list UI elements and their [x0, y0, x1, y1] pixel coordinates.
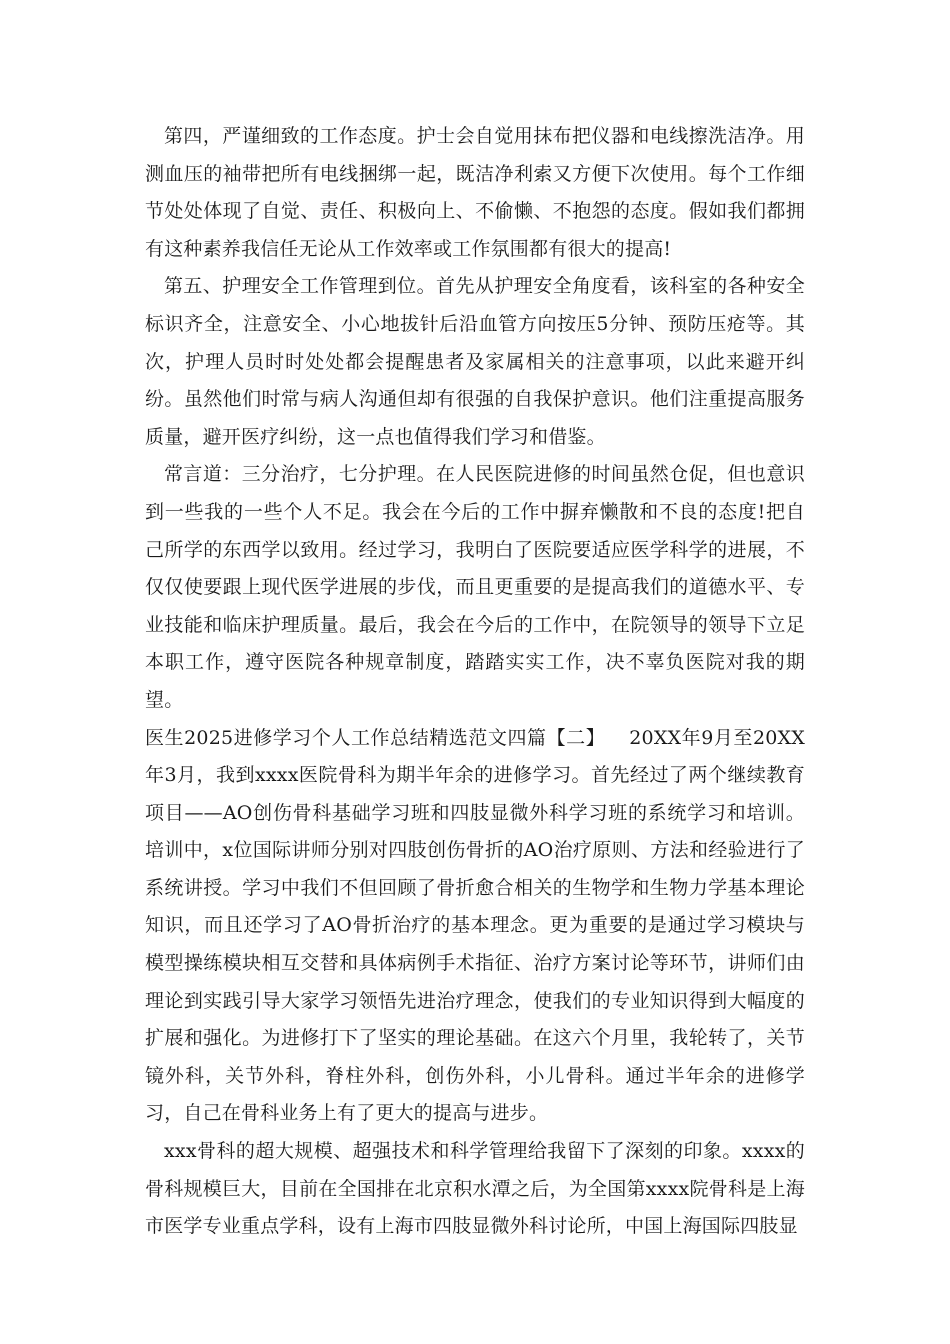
paragraph-common-saying: 常言道：三分治疗，七分护理。在人民医院进修的时间虽然仓促，但也意识到一些我的一些个人不足。我会在今后的工作中摒弃懒散和不良的态度!把自己所学的东西学以致用。经过学习，我明白了医院要适应医学科学的进展，不仅仅使要跟上现代医学进展的步伐，而且更重要的是提高我们的道德水平、专业技能和临床护理质量。最后，我会在今后的工作中，在院领导的领导下立足本职工作，遵守医院各种规章制度，踏踏实实工作，决不辜负医院对我的期望。: [145, 463, 805, 711]
paragraph-orthopedics-scale: xxx骨科的超大规模、超强技术和科学管理给我留下了深刻的印象。xxxx的骨科规模巨大，目前在全国排在北京积水潭之后，为全国第xxxx院骨科是上海市医学专业重点学科，设有上海市四肢显微外科讨论所，中国上海国际四肢显: [145, 1140, 805, 1238]
article-two-body: 20XX年9月至20XX年3月，我到xxxx医院骨科为期半年余的进修学习。首先经过了两个继续教育项目——AO创伤骨科基础学习班和四肢显微外科学习班的系统学习和培训。培训中，x位国际讲师分别对四肢创伤骨折的AO治疗原则、方法和经验进行了系统讲授。学习中我们不但回顾了骨折愈合相关的生物学和生物力学基本理论知识，而且还学习了AO骨折治疗的基本理念。更为重要的是通过学习模块与模型操练模块相互交替和具体病例手术指征、治疗方案讨论等环节，讲师们由理论到实践引导大家学习领悟先进治疗理念，使我们的专业知识得到大幅度的扩展和强化。为进修打下了坚实的理论基础。在这六个月里，我轮转了，关节镜外科，关节外科，脊柱外科，创伤外科，小儿骨科。通过半年余的进修学习，自己在骨科业务上有了更大的提高与进步。: [145, 726, 805, 1125]
article-heading: 医生2025进修学习个人工作总结精选范文四篇【二】: [145, 726, 606, 749]
paragraph-work-attitude: 第四，严谨细致的工作态度。护士会自觉用抹布把仪器和电线擦洗洁净。用测血压的袖带把所有电线捆绑一起，既洁净利索又方便下次使用。每个工作细节处处体现了自觉、责任、积极向上、不偷懒、不抱怨的态度。假如我们都拥有这种素养我信任无论从工作效率或工作氛围都有很大的提高!: [145, 125, 805, 260]
paragraph-article-two: [145, 720, 805, 1134]
document-body: [145, 118, 805, 1246]
paragraph-nursing-safety: 第五、护理安全工作管理到位。首先从护理安全角度看，该科室的各种安全标识齐全，注意安全、小心地拔针后沿血管方向按压5分钟、预防压疮等。其次，护理人员时时处处都会提醒患者及家属相关的注意事项，以此来避开纠纷。虽然他们时常与病人沟通但却有很强的自我保护意识。他们注重提高服务质量，避开医疗纠纷，这一点也值得我们学习和借鉴。: [145, 275, 805, 448]
